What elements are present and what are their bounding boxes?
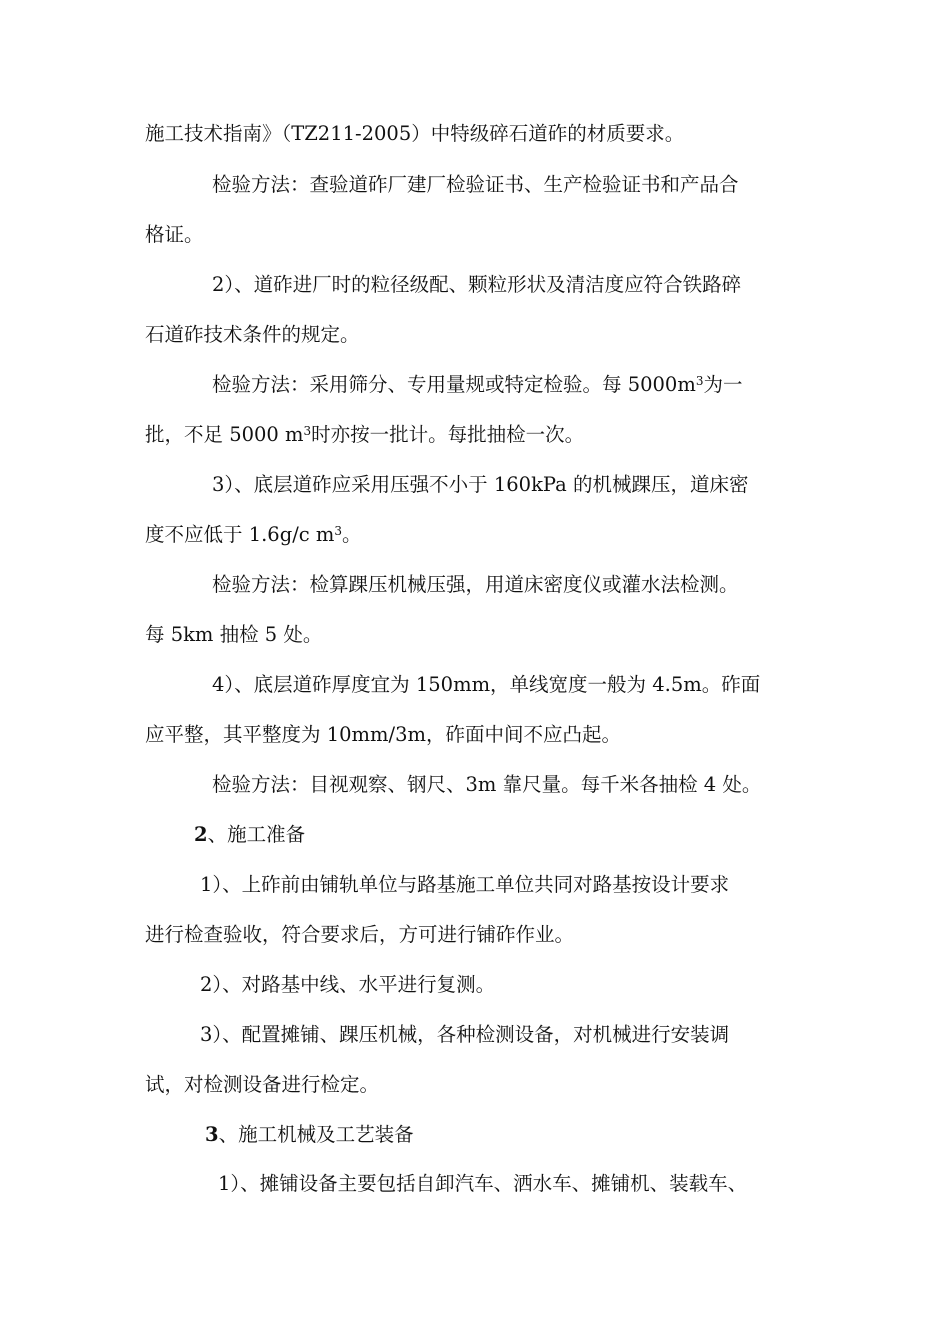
text-segment: 检验方法：采用筛分、专用量规或特定检验。每 5000m [212, 373, 696, 396]
text-segment: 批，不足 5000 m [145, 423, 304, 446]
section-title: 、施工准备 [207, 823, 306, 846]
inspection-method-line: 检验方法：查验道砟厂建厂检验证书、生产检验证书和产品合 [212, 173, 739, 196]
text-segment: 度不应低于 1.6g/c m [145, 523, 335, 546]
text-line: 应平整，其平整度为 10mm/3m，砟面中间不应凸起。 [145, 723, 621, 746]
text-line: 试，对检测设备进行检定。 [145, 1073, 380, 1096]
text-line: 每 5km 抽检 5 处。 [145, 623, 323, 646]
list-item-3: 3）、底层道砟应采用压强不小于 160kPa 的机械踝压，道床密 [212, 473, 749, 496]
inspection-method-line: 检验方法：检算踝压机械压强，用道床密度仪或灌水法检测。 [212, 573, 739, 596]
text-line: 石道砟技术条件的规定。 [145, 323, 360, 346]
section-heading-2 [194, 823, 810, 847]
section-title: 、施工机械及工艺装备 [218, 1123, 414, 1146]
text-segment: 。 [342, 523, 362, 546]
text-line [145, 423, 810, 447]
list-item-1: 1）、上砟前由铺轨单位与路基施工单位共同对路基按设计要求 [200, 873, 730, 896]
text-segment: 为一 [703, 373, 743, 396]
list-item-4: 4）、底层道砟厚度宜为 150mm，单线宽度一般为 4.5m。砟面 [212, 673, 761, 696]
text-line: 进行检查验收，符合要求后，方可进行铺砟作业。 [145, 923, 575, 946]
list-item-2: 2）、道砟进厂时的粒径级配、颗粒形状及清洁度应符合铁路碎 [212, 273, 742, 296]
text-line: 格证。 [145, 223, 204, 246]
text-line [145, 523, 810, 547]
inspection-method-line [212, 373, 810, 397]
superscript-3: 3 [334, 524, 343, 538]
superscript-3: 3 [303, 424, 312, 438]
section-heading-3 [205, 1123, 810, 1147]
section-number: 2 [194, 823, 208, 846]
section-number: 3 [205, 1123, 219, 1146]
text-segment: 时亦按一批计。每批抽检一次。 [311, 423, 585, 446]
superscript-3: 3 [695, 374, 704, 388]
inspection-method-line: 检验方法：目视观察、钢尺、3m 靠尺量。每千米各抽检 4 处。 [212, 773, 762, 796]
list-item-1: 1）、摊铺设备主要包括自卸汽车、洒水车、摊铺机、装载车、 [218, 1172, 748, 1195]
list-item-2: 2）、对路基中线、水平进行复测。 [200, 973, 496, 996]
list-item-3: 3）、配置摊铺、踝压机械，各种检测设备，对机械进行安装调 [200, 1023, 730, 1046]
text-line: 施工技术指南》（TZ211-2005）中特级碎石道砟的材质要求。 [145, 122, 685, 145]
